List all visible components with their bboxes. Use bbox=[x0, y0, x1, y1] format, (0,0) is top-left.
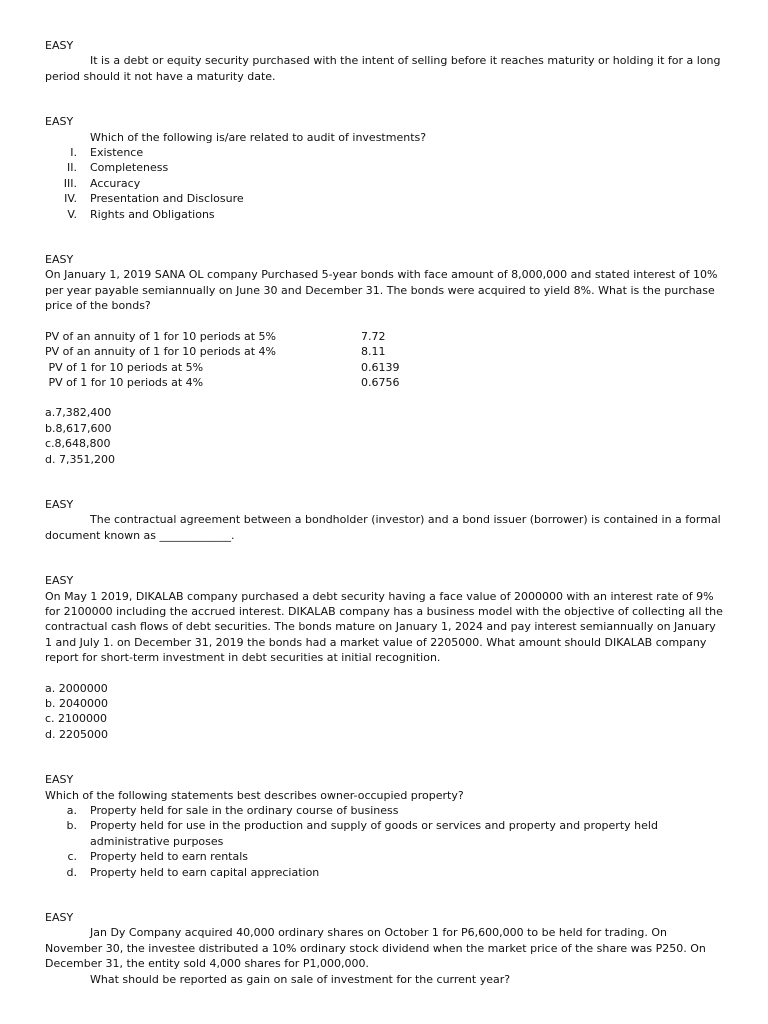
difficulty-label: EASY bbox=[45, 574, 74, 588]
table-row bbox=[45, 344, 400, 359]
item-text: Accuracy bbox=[90, 176, 141, 190]
item-number: I. bbox=[70, 146, 77, 160]
item-number: V. bbox=[67, 207, 77, 221]
item-number: II. bbox=[67, 161, 77, 175]
item-text: Property held to earn capital appreciation bbox=[90, 865, 320, 879]
item-text: Property held to earn rentals bbox=[90, 850, 249, 864]
table-row bbox=[45, 329, 400, 344]
table-row bbox=[45, 375, 400, 390]
item-text: Property held for use in the production and supply of goods or services and property and property held administrative purposes bbox=[90, 819, 658, 848]
difficulty-label: EASY bbox=[45, 39, 74, 52]
question-5 bbox=[45, 573, 723, 742]
list-item bbox=[45, 160, 723, 175]
list-item bbox=[45, 207, 723, 222]
item-letter: c. bbox=[67, 850, 77, 864]
list-item bbox=[45, 145, 723, 160]
table-cell-label: PV of 1 for 10 periods at 5% bbox=[45, 360, 204, 374]
list-item bbox=[45, 191, 723, 206]
table-cell-value: 0.6756 bbox=[361, 375, 400, 389]
difficulty-label: EASY bbox=[45, 253, 74, 267]
answer-option: d. 2205000 bbox=[45, 727, 108, 741]
list-item bbox=[45, 803, 723, 818]
answer-option: a.7,382,400 bbox=[45, 406, 112, 420]
item-text: Presentation and Disclosure bbox=[90, 192, 244, 206]
answer-option: d. 7,351,200 bbox=[45, 452, 115, 466]
table-cell-label: PV of an annuity of 1 for 10 periods at 4% bbox=[45, 345, 276, 359]
question-text: It is a debt or equity security purchased with the intent of selling before it reaches maturity or holding it for a long period should it not have a maturity date. bbox=[45, 54, 721, 83]
difficulty-label: EASY bbox=[45, 497, 74, 511]
question-3 bbox=[45, 252, 723, 467]
difficulty-label: EASY bbox=[45, 773, 74, 787]
question-1 bbox=[45, 38, 723, 84]
item-number: IV. bbox=[64, 192, 77, 206]
list-item bbox=[45, 849, 723, 864]
answer-option: b.8,617,600 bbox=[45, 421, 112, 435]
item-text: Completeness bbox=[90, 161, 169, 175]
table-cell-value: 0.6139 bbox=[361, 360, 400, 374]
list-item bbox=[45, 865, 723, 880]
table-row bbox=[45, 360, 400, 375]
item-text: Property held for sale in the ordinary course of business bbox=[90, 804, 399, 818]
pv-factor-table bbox=[45, 329, 400, 391]
answer-option: c. 2100000 bbox=[45, 712, 108, 726]
question-2 bbox=[45, 114, 723, 222]
answer-option: c.8,648,800 bbox=[45, 437, 111, 451]
document-page bbox=[45, 38, 723, 987]
question-text: Jan Dy Company acquired 40,000 ordinary shares on October 1 for P6,600,000 to be held for trading. On November 30, the investee distributed a 10% ordinary stock dividend when the market price of the share was P250. On December 31, the entity sold 4,000 shares for P1,000,000. bbox=[45, 926, 706, 971]
item-letter: b. bbox=[66, 819, 77, 833]
question-text: On May 1 2019, DIKALAB company purchased a debt security having a face value of 2000000 with an interest rate of 9% for 2100000 including the accrued interest. DIKALAB company has a business model with the objective of collecting all the contractual cash flows of debt securities. The bonds mature on January 1, 2024 and pay interest semiannually on January 1 and July 1. on December 31, 2019 the bonds had a market value of 2205000. What amount should DIKALAB company report for short-term investment in debt securities at initial recognition. bbox=[45, 589, 723, 665]
table-cell-value: 7.72 bbox=[361, 329, 386, 343]
question-text: The contractual agreement between a bondholder (investor) and a bond issuer (borrower) is contained in a formal document known as _____________. bbox=[45, 513, 721, 542]
question-text: On January 1, 2019 SANA OL company Purchased 5-year bonds with face amount of 8,000,000 and stated interest of 10% per year payable semiannually on June 30 and December 31. The bonds were acquired to yield 8%. What is the purchase price of the bonds? bbox=[45, 268, 718, 313]
question-4 bbox=[45, 497, 723, 543]
item-number: III. bbox=[63, 176, 77, 190]
difficulty-label: EASY bbox=[45, 115, 74, 129]
question-prompt: What should be reported as gain on sale of investment for the current year? bbox=[90, 972, 511, 986]
difficulty-label: EASY bbox=[45, 911, 74, 925]
list-item bbox=[45, 818, 723, 849]
question-7 bbox=[45, 910, 723, 987]
item-text: Rights and Obligations bbox=[90, 207, 215, 221]
table-cell-label: PV of 1 for 10 periods at 4% bbox=[45, 375, 204, 389]
table-cell-value: 8.11 bbox=[361, 345, 386, 359]
question-6 bbox=[45, 772, 723, 880]
item-letter: d. bbox=[66, 865, 77, 879]
question-text: Which of the following statements best describes owner-occupied property? bbox=[45, 788, 464, 802]
item-letter: a. bbox=[66, 804, 77, 818]
answer-option: b. 2040000 bbox=[45, 697, 108, 710]
answer-option: a. 2000000 bbox=[45, 681, 108, 695]
item-text: Existence bbox=[90, 146, 144, 160]
question-text: Which of the following is/are related to audit of investments? bbox=[90, 130, 427, 144]
list-item bbox=[45, 176, 723, 191]
table-cell-label: PV of an annuity of 1 for 10 periods at 5% bbox=[45, 329, 276, 343]
